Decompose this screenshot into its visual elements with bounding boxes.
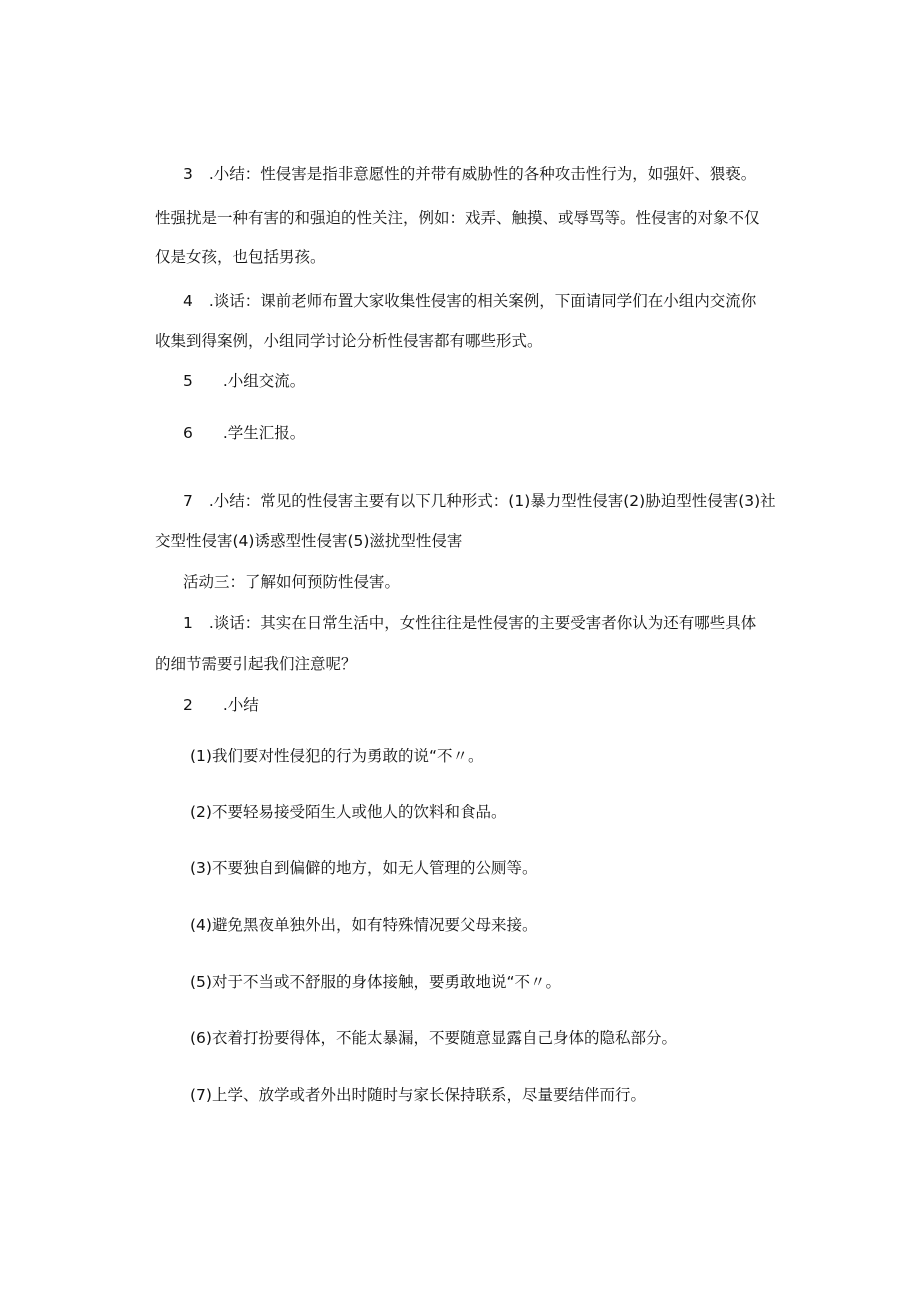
item-2 — [183, 694, 259, 716]
activity-heading: 活动三：了解如何预防性侵害。 — [183, 573, 401, 591]
item-text: .小结：常见的性侵害主要有以下几种形式：(1)暴力型性侵害(2)胁迫型性侵害(3)社 — [208, 492, 776, 510]
item-7-line-1 — [183, 490, 776, 512]
item-number: 6 — [183, 424, 193, 442]
sub-item: (1)我们要对性侵犯的行为勇敢的说“不〃。 — [190, 747, 484, 765]
sub-item: (5)对于不当或不舒服的身体接触，要勇敢地说“不〃。 — [190, 973, 561, 991]
item-text: .谈话：其实在日常生活中，女性往往是性侵害的主要受害者你认为还有哪些具体 — [208, 614, 757, 632]
item-5 — [183, 370, 305, 392]
sub-item: (3)不要独自到偏僻的地方，如无人管理的公厕等。 — [190, 859, 538, 877]
sub-item: (2)不要轻易接受陌生人或他人的饮料和食品。 — [190, 803, 507, 821]
item-3-line-3: 仅是女孩，也包括男孩。 — [155, 248, 326, 266]
item-text: .小组交流。 — [222, 372, 306, 390]
item-1-line-2: 的细节需要引起我们注意呢？ — [155, 655, 357, 673]
item-number: 2 — [183, 696, 193, 714]
sub-item: (7)上学、放学或者外出时随时与家长保持联系，尽量要结伴而行。 — [190, 1086, 646, 1104]
item-7-line-2: 交型性侵害(4)诱惑型性侵害(5)滋扰型性侵害 — [155, 532, 463, 550]
item-3-line-1 — [183, 163, 756, 185]
item-1-line-1 — [183, 612, 756, 634]
item-text: .小结：性侵害是指非意愿性的并带有威胁性的各种攻击性行为，如强奸、猥亵。 — [208, 165, 757, 183]
item-number: 5 — [183, 372, 193, 390]
item-number: 7 — [183, 492, 193, 510]
item-4-line-1 — [183, 290, 756, 312]
item-4-line-2: 收集到得案例，小组同学讨论分析性侵害都有哪些形式。 — [155, 332, 543, 350]
item-6 — [183, 422, 305, 444]
item-text: .小结 — [222, 696, 259, 714]
item-number: 4 — [183, 292, 193, 310]
item-number: 3 — [183, 165, 193, 183]
item-number: 1 — [183, 614, 193, 632]
sub-item: (4)避免黑夜单独外出，如有特殊情况要父母来接。 — [190, 916, 538, 934]
item-3-line-2: 性强扰是一种有害的和强迫的性关注，例如：戏弄、触摸、或辱骂等。性侵害的对象不仅 — [155, 209, 760, 227]
sub-item: (6)衣着打扮要得体，不能太暴漏，不要随意显露自己身体的隐私部分。 — [190, 1029, 677, 1047]
item-text: .谈话：课前老师布置大家收集性侵害的相关案例，下面请同学们在小组内交流你 — [208, 292, 757, 310]
item-text: .学生汇报。 — [222, 424, 306, 442]
